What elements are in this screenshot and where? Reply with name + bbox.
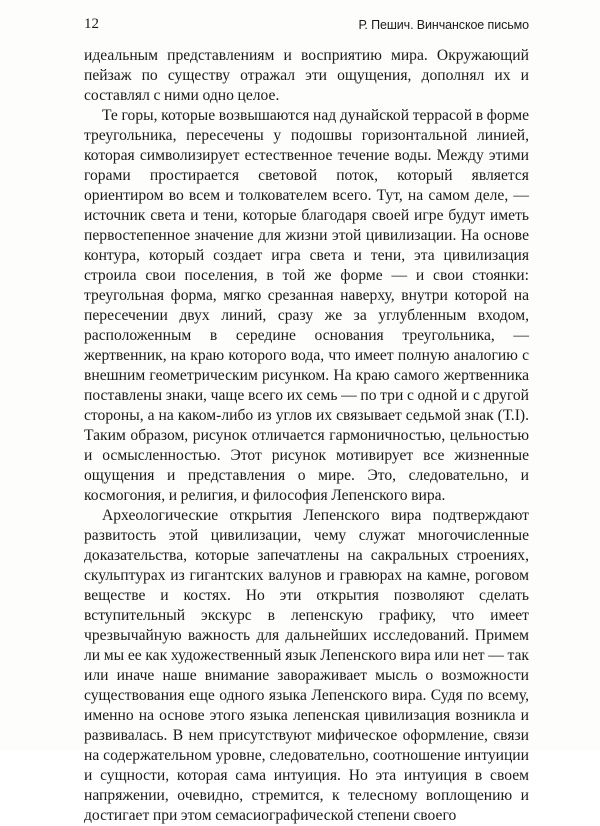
page-number: 12 — [84, 16, 99, 32]
paragraph-continuation: идеальным представлениям и восприятию мира. Окружающий пейзаж по существу отражал эти ощущения, дополнял их и составлял с ними одно целое. — [84, 47, 529, 104]
running-head: Р. Пешич. Винчанское письмо — [358, 18, 529, 32]
paragraph-archaeology: Археологические открытия Лепенского вира подтверждают развитость этой цивилизации, чему служат многочисленные доказательства, которые запечатлены на сакральных строениях, скульптурах из гигантских валунов и гравюрах на камне, роговом веществе и костях. Но эти открытия позволяют сделать вступительный экскурс в лепенскую графику, что имеет чрезвычайную важность для дальнейших исследований. Примем ли мы ее как художественный язык Лепенского вира или нет — так или иначе наше внимание завораживает мысль о возможности существования еще одного языка Лепенского вира. Судя по всему, именно на основе этого языка лепенская цивилизация возникла и развивалась. В нем присутствуют мифическое оформление, связи на содержательном уровне, следовательно, соотношение интуиции и сущности, которая сама интуиция. Но эта интуиция в своем напряжении, очевидно, стремится, к телесному воплощению и достигает при этом семасиографической степени своего — [84, 507, 529, 824]
body-text — [84, 46, 529, 826]
paragraph-mountains: Те горы, которые возвышаются над дунайской террасой в форме треугольника, пересечены у подошвы горизонтальной линией, которая символизирует естественное течение воды. Между этими горами простирается световой поток, который является ориентиром во всем и толкователем всего. Тут, на самом деле, — источник света и тени, которые благодаря своей игре будут иметь первостепенное значение для жизни этой цивилизации. На основе контура, который создает игра света и тени, эта цивилизация строила свои поселения, в той же форме — и свои стоянки: треугольная форма, мягко срезанная наверху, внутри которой на пересечении двух линий, сразу же за углубленным входом, расположенным в середине основания треугольника, — жертвенник, на краю которого вода, что имеет полную аналогию с внешним геометрическим рисунком. На краю самого жертвенника поставлены знаки, чаще всего их семь — по три с одной и с другой стороны, а на каком-либо из углов их связывает седьмой знак (Т.I). Таким образом, рисунок отличается гармоничностью, цельностью и осмысленностью. Этот рисунок мотивирует все жизненные ощущения и представления о мире. Это, следовательно, и космогония, и религия, и философия Лепенского вира. — [84, 107, 529, 504]
page-header — [84, 16, 529, 36]
